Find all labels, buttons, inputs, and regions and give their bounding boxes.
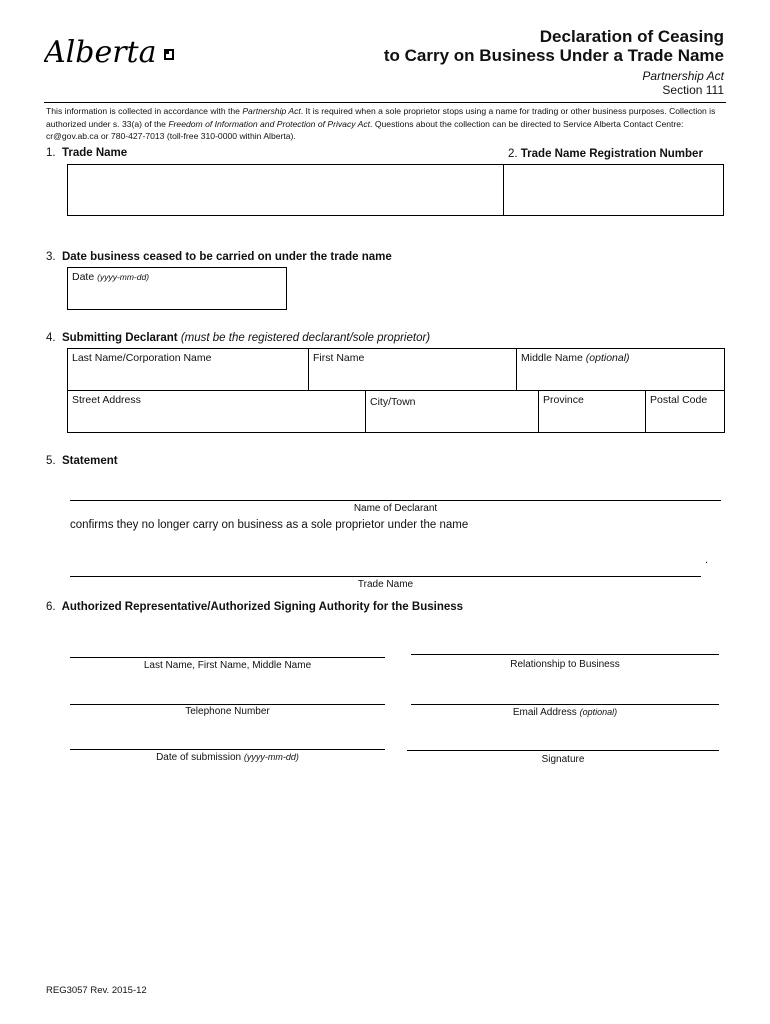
relationship-caption: Relationship to Business: [510, 659, 620, 670]
alberta-logo-wordmark: Alberta: [44, 35, 157, 70]
section-3-heading: 3. Date business ceased to be carried on under the trade name: [46, 251, 392, 263]
section-2-heading: 2. Trade Name Registration Number: [508, 148, 703, 160]
telephone-caption: Telephone Number: [185, 706, 270, 717]
trade-name-input[interactable]: [67, 164, 504, 216]
form-title: [384, 27, 724, 65]
section-6-heading: 6. Authorized Representative/Authorized Signing Authority for the Business: [46, 601, 464, 613]
trade-name-caption: Trade Name: [357, 579, 414, 590]
rep-name-line[interactable]: [70, 657, 385, 658]
first-name-input[interactable]: First Name: [308, 348, 517, 391]
middle-name-input[interactable]: Middle Name (optional): [516, 348, 725, 391]
declarant-name-caption: Name of Declarant: [353, 503, 438, 514]
last-name-input[interactable]: Last Name/Corporation Name: [67, 348, 309, 391]
date-ceased-input[interactable]: [67, 267, 287, 310]
postal-code-input[interactable]: Postal Code: [645, 390, 725, 433]
province-input[interactable]: Province: [538, 390, 646, 433]
telephone-line[interactable]: [70, 704, 385, 705]
statement-text: confirms they no longer carry on business as a sole proprietor under the name: [70, 519, 469, 531]
email-caption: Email Address (optional): [512, 707, 618, 718]
form-title-line1: Declaration of Ceasing: [539, 27, 724, 46]
submission-date-line[interactable]: [70, 749, 385, 750]
act-section: Section 111: [662, 83, 724, 97]
header-divider: [44, 102, 726, 103]
registration-number-input[interactable]: [503, 164, 724, 216]
date-field-label: Date (yyyy-mm-dd): [72, 271, 150, 283]
street-address-input[interactable]: Street Address: [67, 390, 366, 433]
legislation-reference: [642, 69, 724, 97]
email-line[interactable]: [411, 704, 719, 705]
section-5-heading: 5. Statement: [46, 455, 118, 467]
relationship-line[interactable]: [411, 654, 719, 655]
trade-name-line[interactable]: [70, 576, 701, 577]
signature-caption: Signature: [541, 754, 585, 765]
statement-period: .: [705, 554, 709, 566]
city-input[interactable]: City/Town: [365, 390, 539, 433]
form-id: REG3057 Rev. 2015-12: [46, 985, 147, 996]
privacy-notice: This information is collected in accordance with the Partnership Act. It is required when a sole proprietor stops using a name for trading or other business purposes. Collection is authorized under s. 33(a) of the Freedom of Information and Protection of Privacy Act. Questions about the collection can be directed to Service Alberta Contact Centre: cr@gov.ab.ca or 780-427-7013 (toll-free 310-0000 within Alberta).: [46, 106, 716, 141]
declarant-name-line[interactable]: [70, 500, 721, 501]
alberta-logo: [44, 28, 184, 72]
rep-name-caption: Last Name, First Name, Middle Name: [143, 660, 312, 671]
signature-line[interactable]: [407, 750, 719, 751]
form-title-line2: to Carry on Business Under a Trade Name: [383, 46, 724, 65]
section-4-heading: 4. Submitting Declarant (must be the registered declarant/sole proprietor): [46, 332, 431, 344]
section-1-heading: 1. Trade Name: [46, 147, 128, 159]
act-name: Partnership Act: [642, 69, 724, 83]
submission-date-caption: Date of submission (yyyy-mm-dd): [156, 752, 299, 763]
